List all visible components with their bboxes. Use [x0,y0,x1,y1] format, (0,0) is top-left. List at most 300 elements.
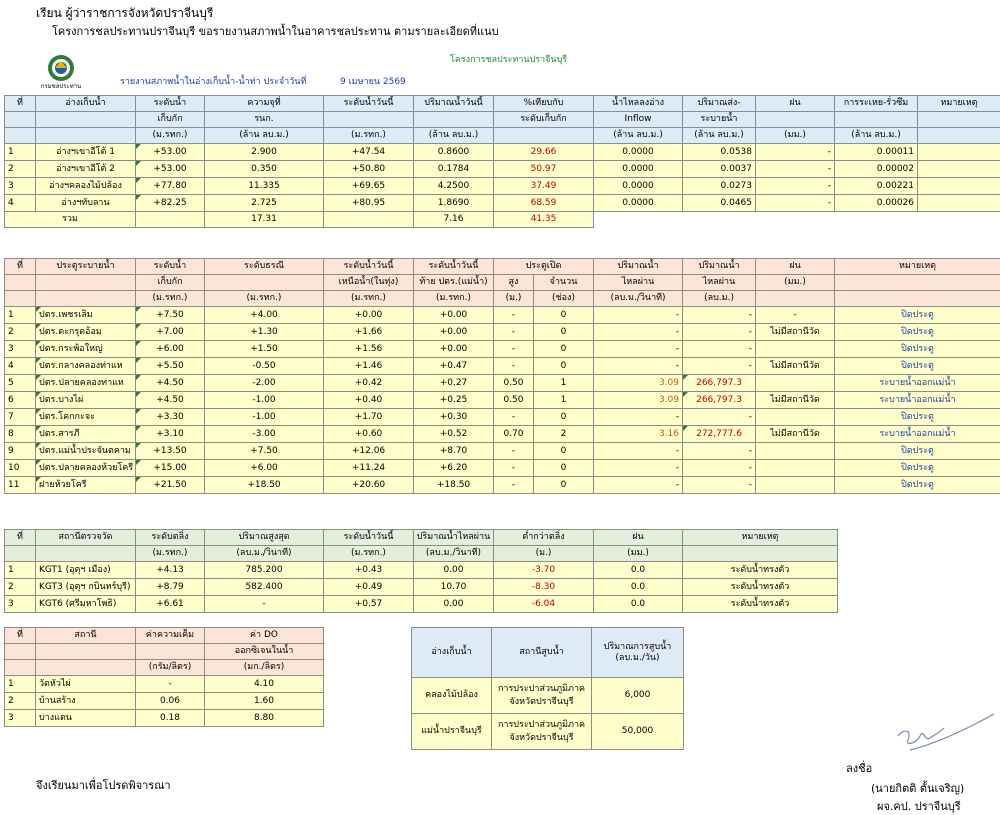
q-no: 3 [5,710,36,727]
table-row [5,409,1000,426]
st-h-bank: ระดับตลิ่ง [136,530,205,546]
gate-rain: ไม่มีสถานีวัด [756,392,835,409]
gate-rain: ไม่มีสถานีวัด [756,358,835,375]
gate-flow: - [594,443,683,460]
gate-sill: -1.00 [205,409,324,426]
table-row [5,161,1000,178]
gate-rain [756,341,835,358]
gate-name: ปตร.สารภี [36,426,136,443]
st-h-no: ที่ [5,530,36,546]
gate-h-up-3: (ม.รทก.) [324,291,414,307]
table-row [5,562,838,579]
closing-text: จึงเรียนมาเพื่อโปรดพิจารณา [36,776,171,794]
gate-vol: 272,777.6 [683,426,756,443]
gate-h-sill-3: (ม.รทก.) [205,291,324,307]
gate-h-up: ระดับน้ำวันนี้ [324,259,414,275]
res-today-level: +47.54 [324,144,414,161]
table-row [5,710,324,727]
gate-down: +0.00 [414,307,494,324]
gate-note: ปิดประตู [835,307,1000,324]
res-percent: 29.66 [494,144,594,161]
res-release: 0.0465 [683,195,756,212]
gate-height: - [494,358,534,375]
res-name: อ่างฯทับลาน [36,195,136,212]
gate-height: - [494,460,534,477]
q-h-do: ค่า DO [205,628,324,644]
gate-vol: - [683,443,756,460]
st-no: 1 [5,562,36,579]
q-no: 1 [5,676,36,693]
gate-level: +13.50 [136,443,205,460]
gate-height: - [494,443,534,460]
table-row [5,392,1000,409]
p-res: คลองไม้ปล้อง [412,678,492,714]
st-no: 3 [5,596,36,613]
res-h-level-2: เก็บกัก [136,112,205,128]
res-h-capacity: ความจุที่ [205,96,324,112]
gate-note: ระบายน้ำออกแม่น้ำ [835,375,1000,392]
stations-table [4,529,838,613]
gate-down: +0.25 [414,392,494,409]
res-inflow: 0.0000 [594,161,683,178]
gate-note: ระบายน้ำออกแม่น้ำ [835,426,1000,443]
gate-vol: - [683,324,756,341]
table-row [5,341,1000,358]
gate-name: ปตร.กระพ้อใหญ่ [36,341,136,358]
gate-down: +0.47 [414,358,494,375]
res-h-capacity-3: (ล้าน ลบ.ม.) [205,128,324,144]
table-row [5,178,1000,195]
gate-count: 0 [534,409,594,426]
gate-up: +1.70 [324,409,414,426]
res-today-level: +50.80 [324,161,414,178]
gate-h-flow-3: (ลบ.ม./วินาที) [594,291,683,307]
gate-flow: - [594,341,683,358]
st-flow: 10.70 [414,579,494,596]
p-amount: 50,000 [592,714,684,750]
res-level: +53.00 [136,161,205,178]
gate-rain [756,443,835,460]
table-row [5,195,1000,212]
gate-name: ปตร.บางไผ่ [36,392,136,409]
res-evap: 0.00002 [835,161,918,178]
gate-flow: - [594,460,683,477]
gate-no: 1 [5,307,36,324]
gate-note: ปิดประตู [835,358,1000,375]
table-row [5,426,1000,443]
sign-label: ลงชื่อ [846,759,872,777]
res-no: 1 [5,144,36,161]
res-inflow: 0.0000 [594,144,683,161]
q-salt: - [136,676,205,693]
st-bank: +6.61 [136,596,205,613]
gate-rain: ไม่มีสถานีวัด [756,426,835,443]
res-name: อ่างฯเขาอีโต้ 1 [36,144,136,161]
res-level: +77.80 [136,178,205,195]
table-row [5,324,1000,341]
gate-height: - [494,324,534,341]
table-row [5,460,1000,477]
gate-up: +20.60 [324,477,414,494]
st-rain: 0.0 [594,596,683,613]
gate-name: ปตร.เพชรเลิม [36,307,136,324]
res-evap: 0.00026 [835,195,918,212]
q-do: 8.80 [205,710,324,727]
st-name: KGT6 (ศรีมหาโพธิ) [36,596,136,613]
q-h-no: ที่ [5,628,36,644]
quality-table [4,627,324,727]
gate-sill: +1.50 [205,341,324,358]
q-h-do-3: (มก./ลิตร) [205,660,324,676]
gate-sill: +18.50 [205,477,324,494]
gate-h-vol: ปริมาณน้ำ [683,259,756,275]
res-inflow: 0.0000 [594,178,683,195]
st-below: -8.30 [494,579,594,596]
st-note: ระดับน้ำทรงตัว [683,596,838,613]
q-h-salt-3: (กรัม/ลิตร) [136,660,205,676]
gate-name: ปตร.ตะกรุดอ้อม [36,324,136,341]
gate-height: 0.70 [494,426,534,443]
gate-note: ระบายน้ำออกแม่น้ำ [835,392,1000,409]
st-h-name: สถานีตรวจวัด [36,530,136,546]
res-h-evap-2 [835,112,918,128]
gate-down: +0.27 [414,375,494,392]
gate-h-count-2: (ช่อง) [534,291,594,307]
signer-name: (นายกิตติ ตั้นเจริญ) [871,779,964,797]
res-today-level: +80.95 [324,195,414,212]
st-h-bank-2: (ม.รทก.) [136,546,205,562]
gate-rain [756,460,835,477]
pumping-table [411,627,684,750]
res-rain: - [756,161,835,178]
gate-sill: +4.00 [205,307,324,324]
res-level: +82.25 [136,195,205,212]
gate-count: 2 [534,426,594,443]
gate-name: ปตร.โคกกะจะ [36,409,136,426]
st-bank: +8.79 [136,579,205,596]
res-capacity: 2.725 [205,195,324,212]
gate-rain: ไม่มีสถานีวัด [756,324,835,341]
gate-sill: -3.00 [205,426,324,443]
gate-rain [756,375,835,392]
gates-table [4,258,1000,494]
gate-h-vol-3: (ลบ.ม.) [683,291,756,307]
gate-vol: - [683,409,756,426]
res-h-today-level-2 [324,112,414,128]
gate-h-count: จำนวน [534,275,594,291]
st-flow: 0.00 [414,562,494,579]
st-rain: 0.0 [594,579,683,596]
st-max: 785.200 [205,562,324,579]
gate-h-level-2: เก็บกัก [136,275,205,291]
gate-count: 0 [534,358,594,375]
table-row [5,676,324,693]
gate-flow: - [594,324,683,341]
gate-rain: - [756,307,835,324]
gate-level: +3.10 [136,426,205,443]
st-h-max: ปริมาณสูงสุด [205,530,324,546]
table-row [5,375,1000,392]
q-name: วัดหัวไผ่ [36,676,136,693]
res-release: 0.0538 [683,144,756,161]
st-h-rain-2: (มม.) [594,546,683,562]
gate-height: - [494,307,534,324]
gate-level: +21.50 [136,477,205,494]
res-capacity: 0.350 [205,161,324,178]
gate-flow: - [594,307,683,324]
q-name: บางแตน [36,710,136,727]
p-station-2: จังหวัดปราจีนบุรี [492,732,591,745]
table-row [412,678,684,714]
st-no: 2 [5,579,36,596]
report-date: 9 เมษายน 2569 [340,74,406,88]
res-level: +53.00 [136,144,205,161]
res-h-percent-3 [494,128,594,144]
p-station-1: การประปาส่วนภูมิภาค [492,719,591,732]
gate-level: +4.50 [136,392,205,409]
gate-up: +0.40 [324,392,414,409]
gate-up: +1.46 [324,358,414,375]
rid-logo [42,52,80,90]
res-no: 2 [5,161,36,178]
gate-flow: 3.16 [594,426,683,443]
gate-flow: - [594,477,683,494]
res-h-release: ปริมาณส่ง- [683,96,756,112]
gate-level: +7.00 [136,324,205,341]
gate-name: ปตร.ปลายคลองห้วยโครี [36,460,136,477]
res-h-evap-3: (ล้าน ลบ.ม.) [835,128,918,144]
q-do: 4.10 [205,676,324,693]
p-h-res: อ่างเก็บน้ำ [412,628,492,678]
res-h-inflow-3: (ล้าน ลบ.ม.) [594,128,683,144]
gate-rain [756,477,835,494]
gate-no: 6 [5,392,36,409]
gate-h-level: ระดับน้ำ [136,259,205,275]
p-res: แม่น้ำปราจีนบุรี [412,714,492,750]
gate-vol: - [683,341,756,358]
st-h-today: ระดับน้ำวันนี้ [324,530,414,546]
res-h-today-level-3: (ม.รทก.) [324,128,414,144]
res-h-level: ระดับน้ำ [136,96,205,112]
res-h-rain-2 [756,112,835,128]
st-today: +0.49 [324,579,414,596]
gate-h-flow: ปริมาณน้ำ [594,259,683,275]
res-h-capacity-2: รนก. [205,112,324,128]
st-h-rain: ฝน [594,530,683,546]
st-bank: +4.13 [136,562,205,579]
p-h-amount-2: (ลบ.ม./วัน) [592,653,683,664]
st-h-today-2: (ม.รทก.) [324,546,414,562]
st-note: ระดับน้ำทรงตัว [683,579,838,596]
res-capacity: 11.335 [205,178,324,195]
gate-up: +11.24 [324,460,414,477]
gate-count: 0 [534,477,594,494]
st-h-below: ต่ำกว่าตลิ่ง [494,530,594,546]
res-today-level: +69.65 [324,178,414,195]
p-amount: 6,000 [592,678,684,714]
gate-height: 0.50 [494,392,534,409]
res-h-today-level: ระดับน้ำวันนี้ [324,96,414,112]
res-percent: 68.59 [494,195,594,212]
reservoir-table [4,95,1000,228]
gate-note: ปิดประตู [835,460,1000,477]
q-salt: 0.06 [136,693,205,710]
gate-flow: - [594,409,683,426]
gate-level: +3.30 [136,409,205,426]
res-release: 0.0037 [683,161,756,178]
gate-h-down-2: ท้าย ปตร.(แม่น้ำ) [414,275,494,291]
gate-vol: 266,797.3 [683,392,756,409]
res-percent: 37.49 [494,178,594,195]
gate-down: +0.52 [414,426,494,443]
gate-count: 1 [534,375,594,392]
gate-down: +0.30 [414,409,494,426]
gate-note: ปิดประตู [835,341,1000,358]
gate-h-down: ระดับน้ำวันนี้ [414,259,494,275]
gate-no: 5 [5,375,36,392]
gate-count: 0 [534,307,594,324]
res-percent: 50.97 [494,161,594,178]
gate-vol: - [683,358,756,375]
st-rain: 0.0 [594,562,683,579]
q-salt: 0.18 [136,710,205,727]
gate-flow: 3.09 [594,392,683,409]
gate-sill: -0.50 [205,358,324,375]
q-h-name: สถานี [36,628,136,644]
gate-name: ปตร.ปลายคลองท่าแห [36,375,136,392]
gate-height: - [494,341,534,358]
gate-no: 8 [5,426,36,443]
table-row [5,307,1000,324]
res-evap: 0.00221 [835,178,918,195]
st-flow: 0.00 [414,596,494,613]
gate-count: 1 [534,392,594,409]
res-note [918,195,1000,212]
res-release: 0.0273 [683,178,756,195]
res-h-note: หมายเหตุ [918,96,1000,112]
gate-h-note: หมายเหตุ [835,259,1000,275]
res-h-today-vol-3: (ล้าน ลบ.ม.) [414,128,494,144]
gate-up: +0.42 [324,375,414,392]
res-note [918,178,1000,195]
res-rain: - [756,195,835,212]
p-station [492,678,592,714]
gate-no: 7 [5,409,36,426]
st-name: KGT1 (อุตุฯ เมือง) [36,562,136,579]
res-h-rain: ฝน [756,96,835,112]
letter-subject: โครงการชลประทานปราจีนบุรี ขอรายงานสภาพน้ำในอาคารชลประทาน ตามรายละเอียดที่แนบ [52,22,499,40]
gate-up: +1.56 [324,341,414,358]
table-row [5,693,324,710]
gate-level: +4.50 [136,375,205,392]
gate-vol: - [683,477,756,494]
res-h-today-vol: ปริมาณน้ำวันนี้ [414,96,494,112]
gate-height: - [494,409,534,426]
org-name: โครงการชลประทานปราจีนบุรี [450,52,567,66]
st-max: 582.400 [205,579,324,596]
res-name: อ่างฯเขาอีโต้ 2 [36,161,136,178]
gate-note: ปิดประตู [835,443,1000,460]
gate-no: 10 [5,460,36,477]
gate-down: +8.70 [414,443,494,460]
p-h-station: สถานีสูบน้ำ [492,628,592,678]
gate-h-rain-2: (มม.) [756,275,835,291]
st-h-flow-2: (ลบ.ม./วินาที) [414,546,494,562]
res-evap: 0.00011 [835,144,918,161]
gate-vol: - [683,460,756,477]
res-note [918,144,1000,161]
res-h-release-3: (ล้าน ลบ.ม.) [683,128,756,144]
res-note [918,161,1000,178]
gate-flow: 3.09 [594,375,683,392]
gate-vol: 266,797.3 [683,375,756,392]
gate-up: +12.06 [324,443,414,460]
st-h-below-2: (ม.) [494,546,594,562]
res-today-vol: 4.2500 [414,178,494,195]
res-h-percent: %เทียบกับ [494,96,594,112]
gate-sill: +6.00 [205,460,324,477]
gate-note: ปิดประตู [835,324,1000,341]
gate-sill: -1.00 [205,392,324,409]
gate-down: +18.50 [414,477,494,494]
signature-scribble [890,708,1000,757]
gate-h-vol-2: ไหลผ่าน [683,275,756,291]
gate-count: 0 [534,460,594,477]
q-do: 1.60 [205,693,324,710]
st-h-flow: ปริมาณน้ำไหลผ่าน [414,530,494,546]
gate-level: +5.50 [136,358,205,375]
res-no: 4 [5,195,36,212]
table-row [5,443,1000,460]
gate-level: +6.00 [136,341,205,358]
report-title: รายงานสภาพน้ำในอ่างเก็บน้ำ-น้ำท่า ประจำวันที่ [120,74,306,88]
gate-flow: - [594,358,683,375]
signer-title: ผจ.คป. ปราจีนบุรี [877,797,961,815]
res-rain: - [756,178,835,195]
st-max: - [205,596,324,613]
q-h-salt: ค่าความเค็ม [136,628,205,644]
gate-vol: - [683,307,756,324]
res-h-rain-3: (มม.) [756,128,835,144]
gate-sill: -2.00 [205,375,324,392]
q-name: บ้านสร้าง [36,693,136,710]
table-row [5,579,838,596]
res-capacity: 2.900 [205,144,324,161]
res-no: 3 [5,178,36,195]
gate-sill: +7.50 [205,443,324,460]
res-today-vol: 0.8600 [414,144,494,161]
res-total-capacity: 17.31 [205,212,324,228]
gate-down: +0.00 [414,341,494,358]
gate-height: - [494,477,534,494]
gate-name: ปตร.กลางคลองท่าแห [36,358,136,375]
gate-no: 2 [5,324,36,341]
logo-caption: กรมชลประทาน [40,81,82,91]
table-row [5,144,1000,161]
gate-count: 0 [534,443,594,460]
res-h-inflow: น้ำไหลลงอ่าง [594,96,683,112]
gate-up: +0.60 [324,426,414,443]
gate-h-open: ประตูเปิด [494,259,594,275]
gate-h-up-2: เหนือน้ำ(ในทุ่ง) [324,275,414,291]
gate-note: ปิดประตู [835,409,1000,426]
gate-no: 11 [5,477,36,494]
gate-level: +15.00 [136,460,205,477]
res-rain: - [756,144,835,161]
gate-count: 0 [534,341,594,358]
q-no: 2 [5,693,36,710]
gate-down: +0.00 [414,324,494,341]
